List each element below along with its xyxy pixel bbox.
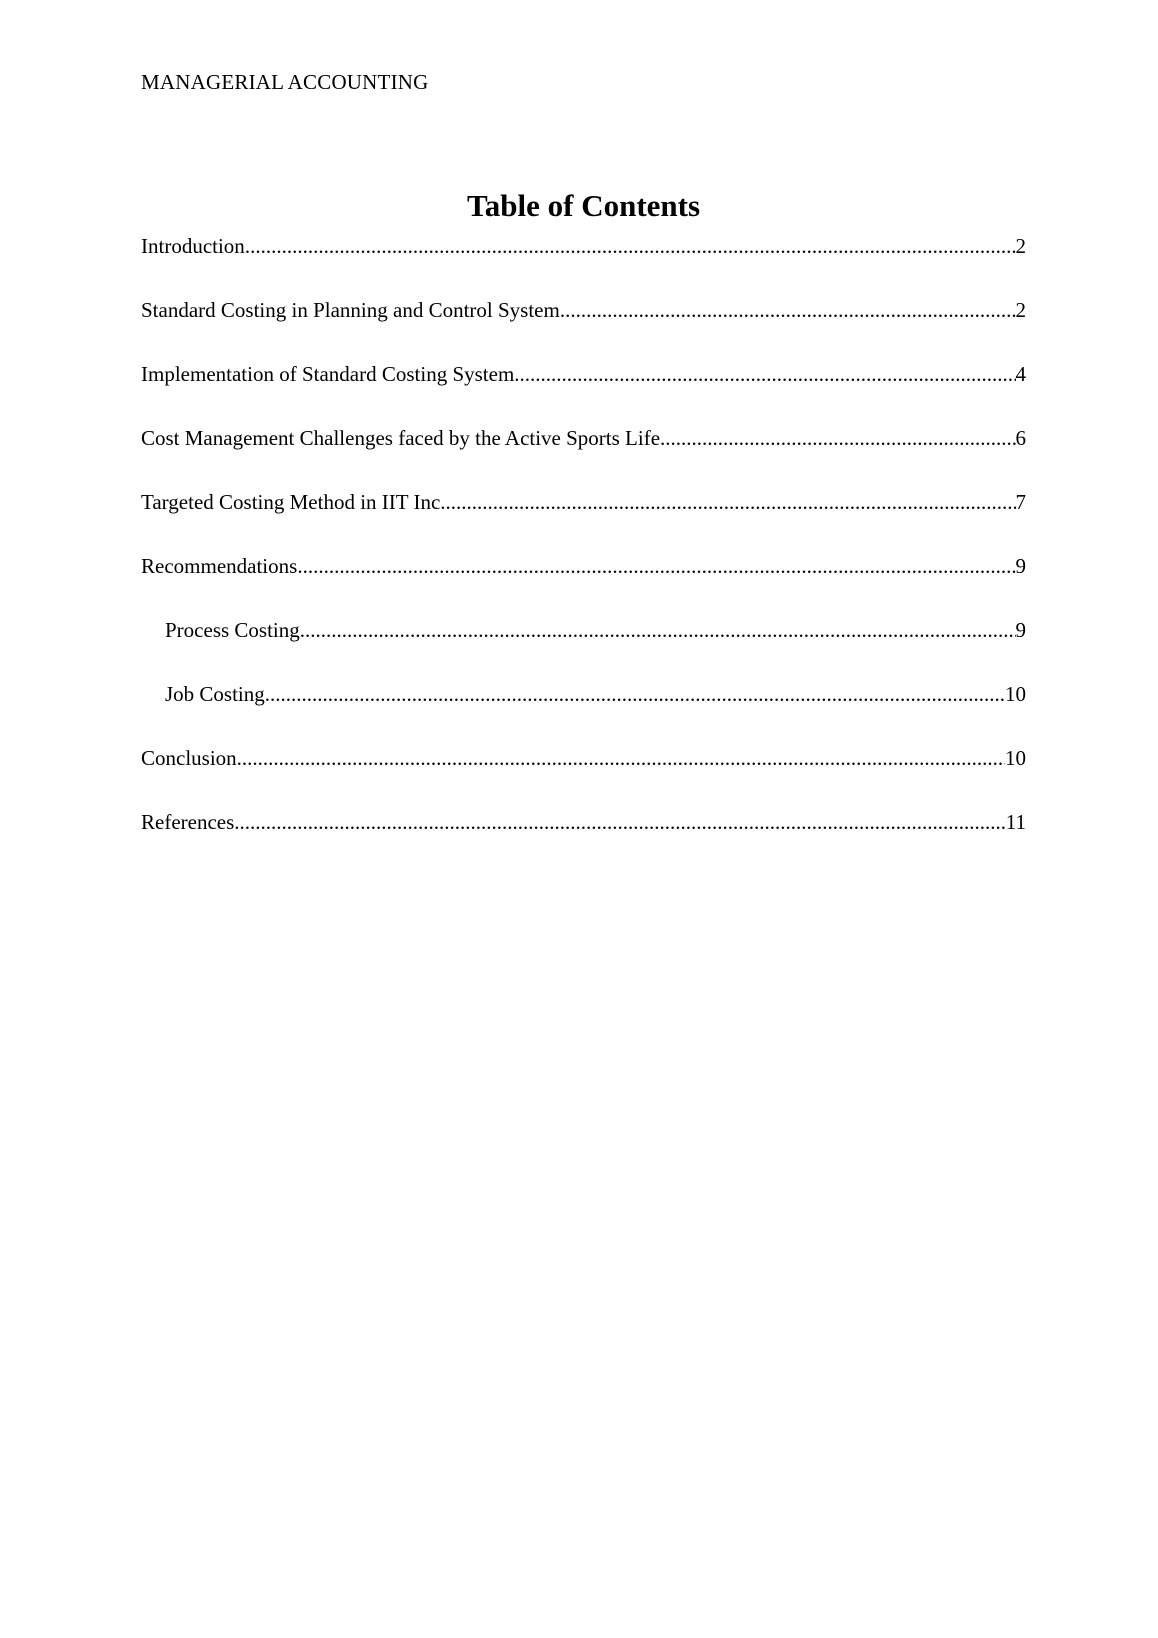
toc-page-number: 10 xyxy=(1005,742,1026,774)
toc-page-number: 11 xyxy=(1006,806,1026,838)
toc-entry-cost-management-challenges[interactable] xyxy=(141,422,1026,486)
toc-page-number: 6 xyxy=(1016,422,1027,454)
toc-entry-text: Job Costing xyxy=(165,678,265,710)
toc-dot-leader xyxy=(446,486,1016,518)
toc-entry-process-costing[interactable] xyxy=(141,614,1026,678)
toc-page-number: 10 xyxy=(1005,678,1026,710)
running-header: MANAGERIAL ACCOUNTING xyxy=(141,70,429,94)
toc-dot-leader xyxy=(237,742,1005,774)
toc-dot-leader xyxy=(300,614,1016,646)
toc-page-number: 2 xyxy=(1016,230,1027,262)
toc-page-number: 2 xyxy=(1016,294,1027,326)
toc-entry-text: Standard Costing in Planning and Control System xyxy=(141,294,560,326)
toc-page-number: 9 xyxy=(1016,614,1027,646)
toc-dot-leader xyxy=(560,294,1016,326)
toc-entry-job-costing[interactable] xyxy=(141,678,1026,742)
toc-entry-references[interactable] xyxy=(141,806,1026,870)
toc-entry-text: References xyxy=(141,806,234,838)
toc-dot-leader xyxy=(297,550,1015,582)
toc-entry-recommendations[interactable] xyxy=(141,550,1026,614)
toc-entry-standard-costing[interactable] xyxy=(141,294,1026,358)
toc-dot-leader xyxy=(265,678,1005,710)
toc-dot-leader xyxy=(245,230,1016,262)
toc-entry-text: Conclusion xyxy=(141,742,237,774)
toc-entry-targeted-costing[interactable] xyxy=(141,486,1026,550)
toc-entry-text: Cost Management Challenges faced by the Active Sports Life xyxy=(141,422,660,454)
toc-page-number: 4 xyxy=(1016,358,1027,390)
toc-page-number: 7 xyxy=(1016,486,1027,518)
toc-list xyxy=(141,230,1026,870)
toc-dot-leader xyxy=(234,806,1005,838)
toc-entry-text: Introduction xyxy=(141,230,245,262)
toc-dot-leader xyxy=(660,422,1015,454)
toc-dot-leader xyxy=(514,358,1015,390)
toc-entry-text: Recommendations xyxy=(141,550,297,582)
toc-entry-introduction[interactable] xyxy=(141,230,1026,294)
toc-title: Table of Contents xyxy=(466,188,701,223)
toc-entry-conclusion[interactable] xyxy=(141,742,1026,806)
toc-entry-text: Implementation of Standard Costing System xyxy=(141,358,514,390)
toc-entry-implementation[interactable] xyxy=(141,358,1026,422)
toc-entry-text: Process Costing xyxy=(165,614,300,646)
toc-page-number: 9 xyxy=(1016,550,1027,582)
toc-entry-text: Targeted Costing Method in IIT Inc. xyxy=(141,486,446,518)
